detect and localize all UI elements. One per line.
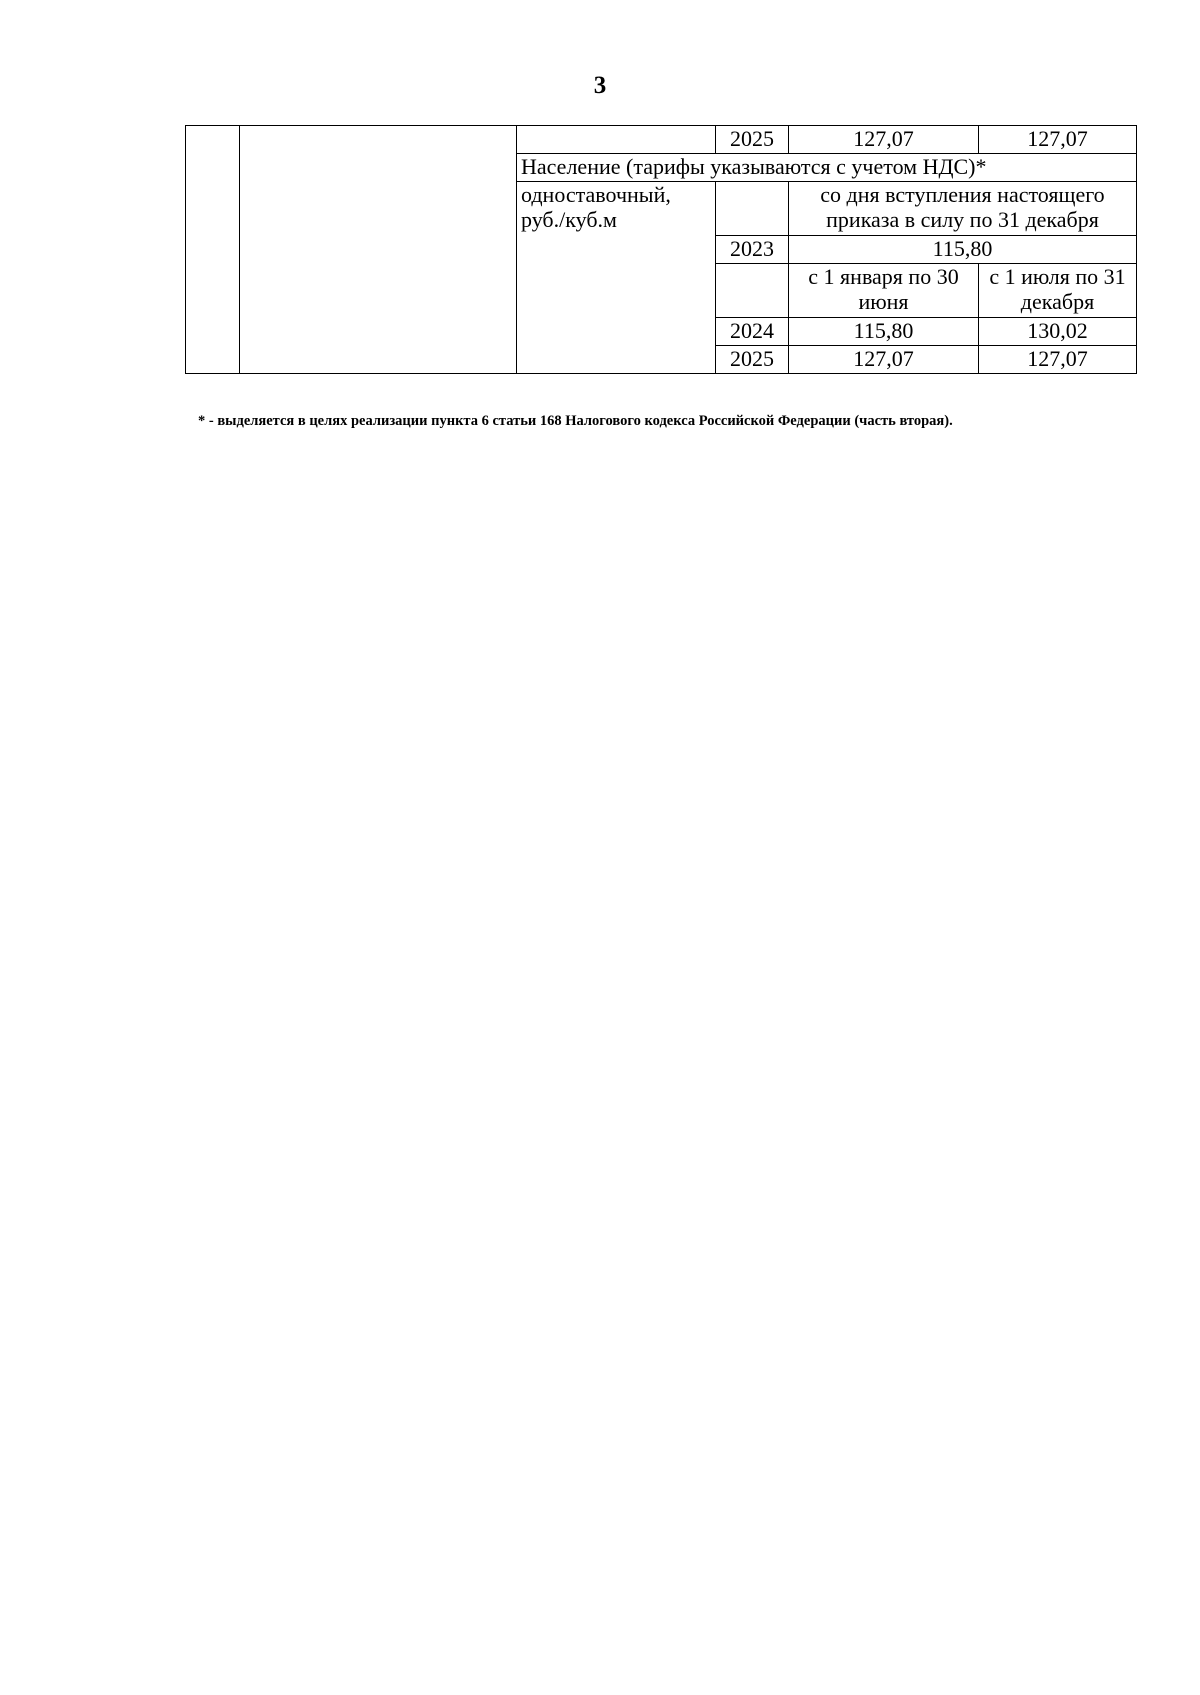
period-label: со дня вступления настоящего приказа в силу по 31 декабря <box>789 182 1137 236</box>
population-header: Население (тарифы указываются с учетом НДС)* <box>517 154 1137 182</box>
footnote: * - выделяется в целях реализации пункта 6 статьи 168 Налогового кодекса Российской Федерации (часть вторая). <box>198 413 953 429</box>
value-cell: 130,02 <box>979 318 1137 346</box>
tariff-type-cell <box>517 126 716 154</box>
page-number: 3 <box>593 72 607 99</box>
year-cell: 2024 <box>716 318 789 346</box>
value-cell: 115,80 <box>789 318 979 346</box>
number-cell <box>186 126 240 374</box>
year-cell: 2025 <box>716 126 789 154</box>
value-cell: 115,80 <box>789 236 1137 264</box>
year-cell-empty <box>716 264 789 318</box>
year-cell: 2025 <box>716 346 789 374</box>
organization-cell <box>240 126 517 374</box>
year-cell: 2023 <box>716 236 789 264</box>
value-cell: 127,07 <box>979 126 1137 154</box>
tariff-table <box>185 125 1137 374</box>
value-cell: 127,07 <box>979 346 1137 374</box>
period-label: с 1 июля по 31 декабря <box>979 264 1137 318</box>
period-label: с 1 января по 30 июня <box>789 264 979 318</box>
value-cell: 127,07 <box>789 346 979 374</box>
tariff-type-label: одноставочный, руб./куб.м <box>517 182 716 374</box>
year-cell-empty <box>716 182 789 236</box>
table-row <box>186 126 1137 154</box>
value-cell: 127,07 <box>789 126 979 154</box>
